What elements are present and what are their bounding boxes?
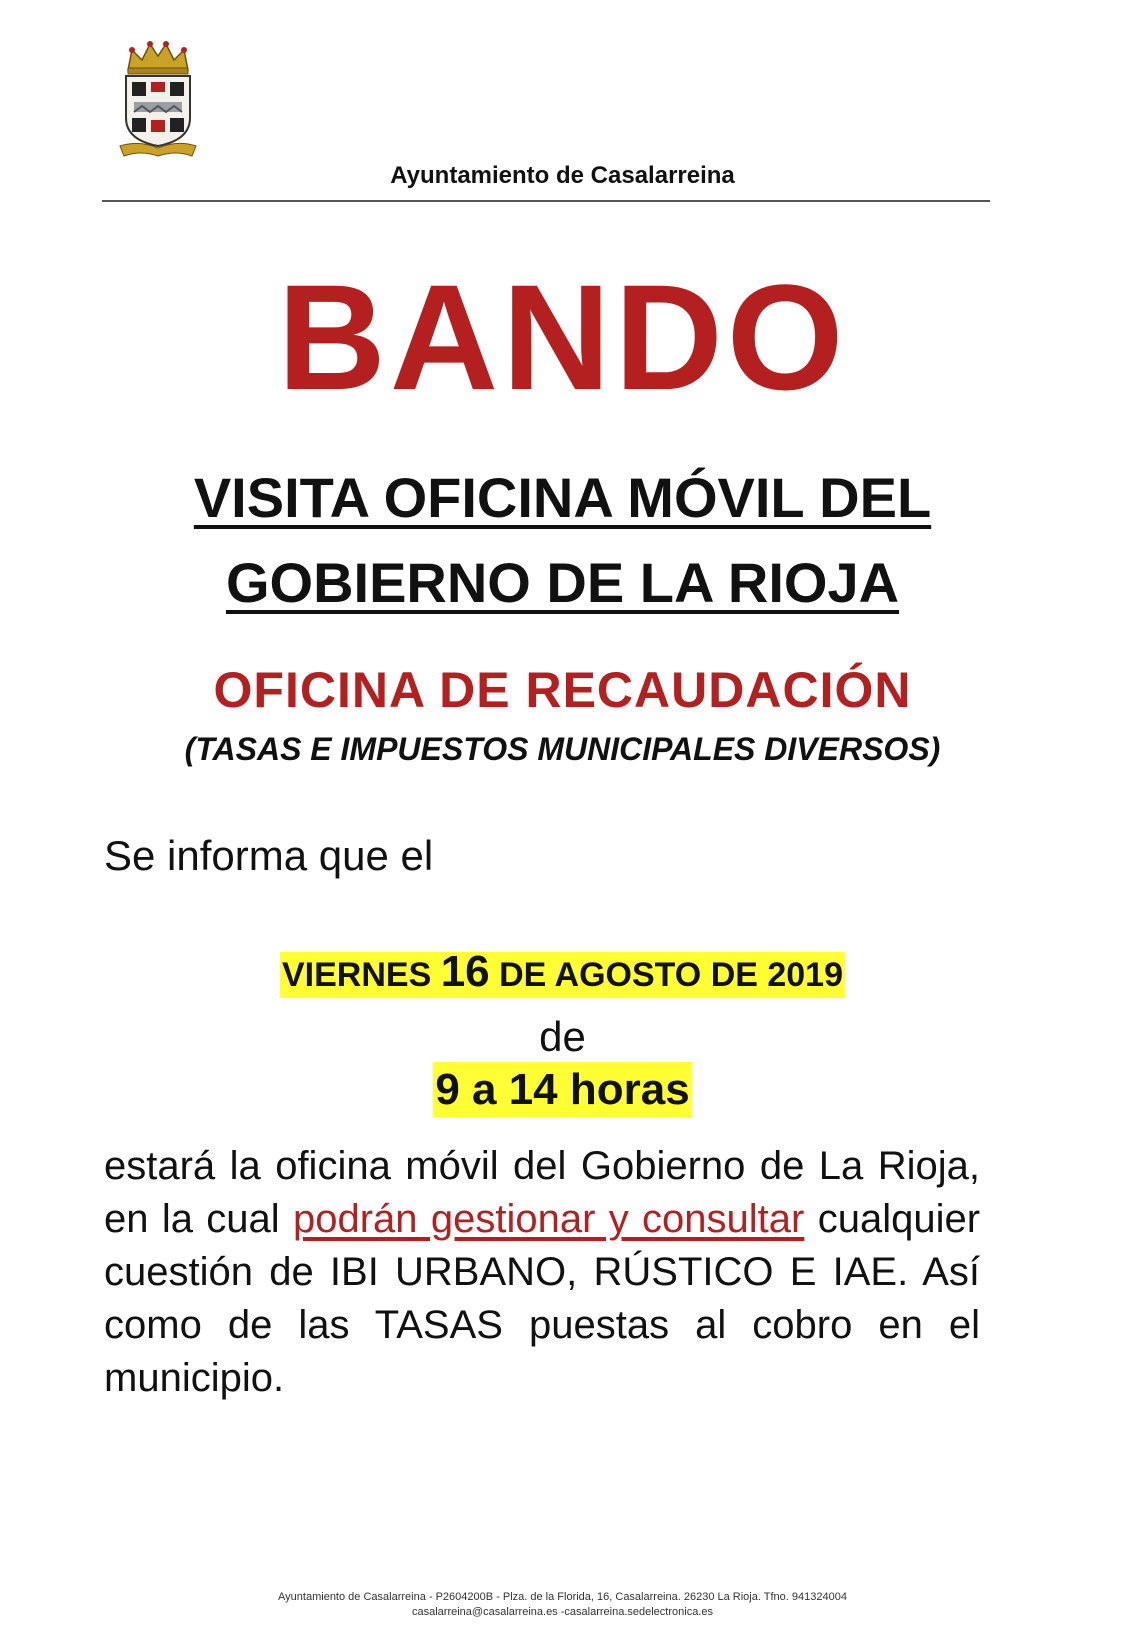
manage-consult-link[interactable]: podrán gestionar y consultar <box>292 1197 805 1241</box>
event-month-year: DE AGOSTO DE 2019 <box>489 956 844 994</box>
body-text-part-2: cualquier cuestión de IBI URBANO, RÚSTICO E IAE. Así como de las TASAS puestas al cobro en el municipio. <box>104 1197 981 1400</box>
subtitle-line-1 <box>0 466 1125 529</box>
coat-of-arms-icon <box>118 40 198 158</box>
event-day: 16 <box>440 947 490 996</box>
subtitle-line-2 <box>0 551 1125 614</box>
event-hours-text: 9 a 14 horas <box>433 1062 691 1117</box>
header-org-name: Ayuntamiento de Casalarreina <box>390 162 735 189</box>
body-text-part-1: estará la oficina móvil del Gobierno de La Rioja, en la cual <box>104 1144 980 1241</box>
event-weekday: VIERNES <box>281 956 441 994</box>
subtitle-line-2-text: GOBIERNO DE LA RIOJA <box>225 551 900 614</box>
intro-text: Se informa que el <box>104 832 434 879</box>
connector-text: de <box>539 1013 586 1060</box>
subtitle-line-1-text: VISITA OFICINA MÓVIL DEL <box>193 466 932 529</box>
event-hours <box>0 1065 1125 1114</box>
header-divider <box>102 200 990 202</box>
event-date-highlight <box>280 947 845 998</box>
page-title: BANDO <box>277 253 848 421</box>
footer <box>0 1590 1125 1620</box>
office-detail: (TASAS E IMPUESTOS MUNICIPALES DIVERSOS) <box>184 731 941 767</box>
office-name: OFICINA DE RECAUDACIÓN <box>213 662 912 718</box>
footer-contact: casalarreina@casalarreina.es -casalarreina.sedelectronica.es <box>412 1606 713 1618</box>
footer-address: Ayuntamiento de Casalarreina - P2604200B - Plza. de la Florida, 16, Casalarreina. 26230 La Rioja. Tfno. 941324004 <box>278 1591 847 1603</box>
body-paragraph <box>104 1140 980 1405</box>
event-date <box>0 947 1125 996</box>
